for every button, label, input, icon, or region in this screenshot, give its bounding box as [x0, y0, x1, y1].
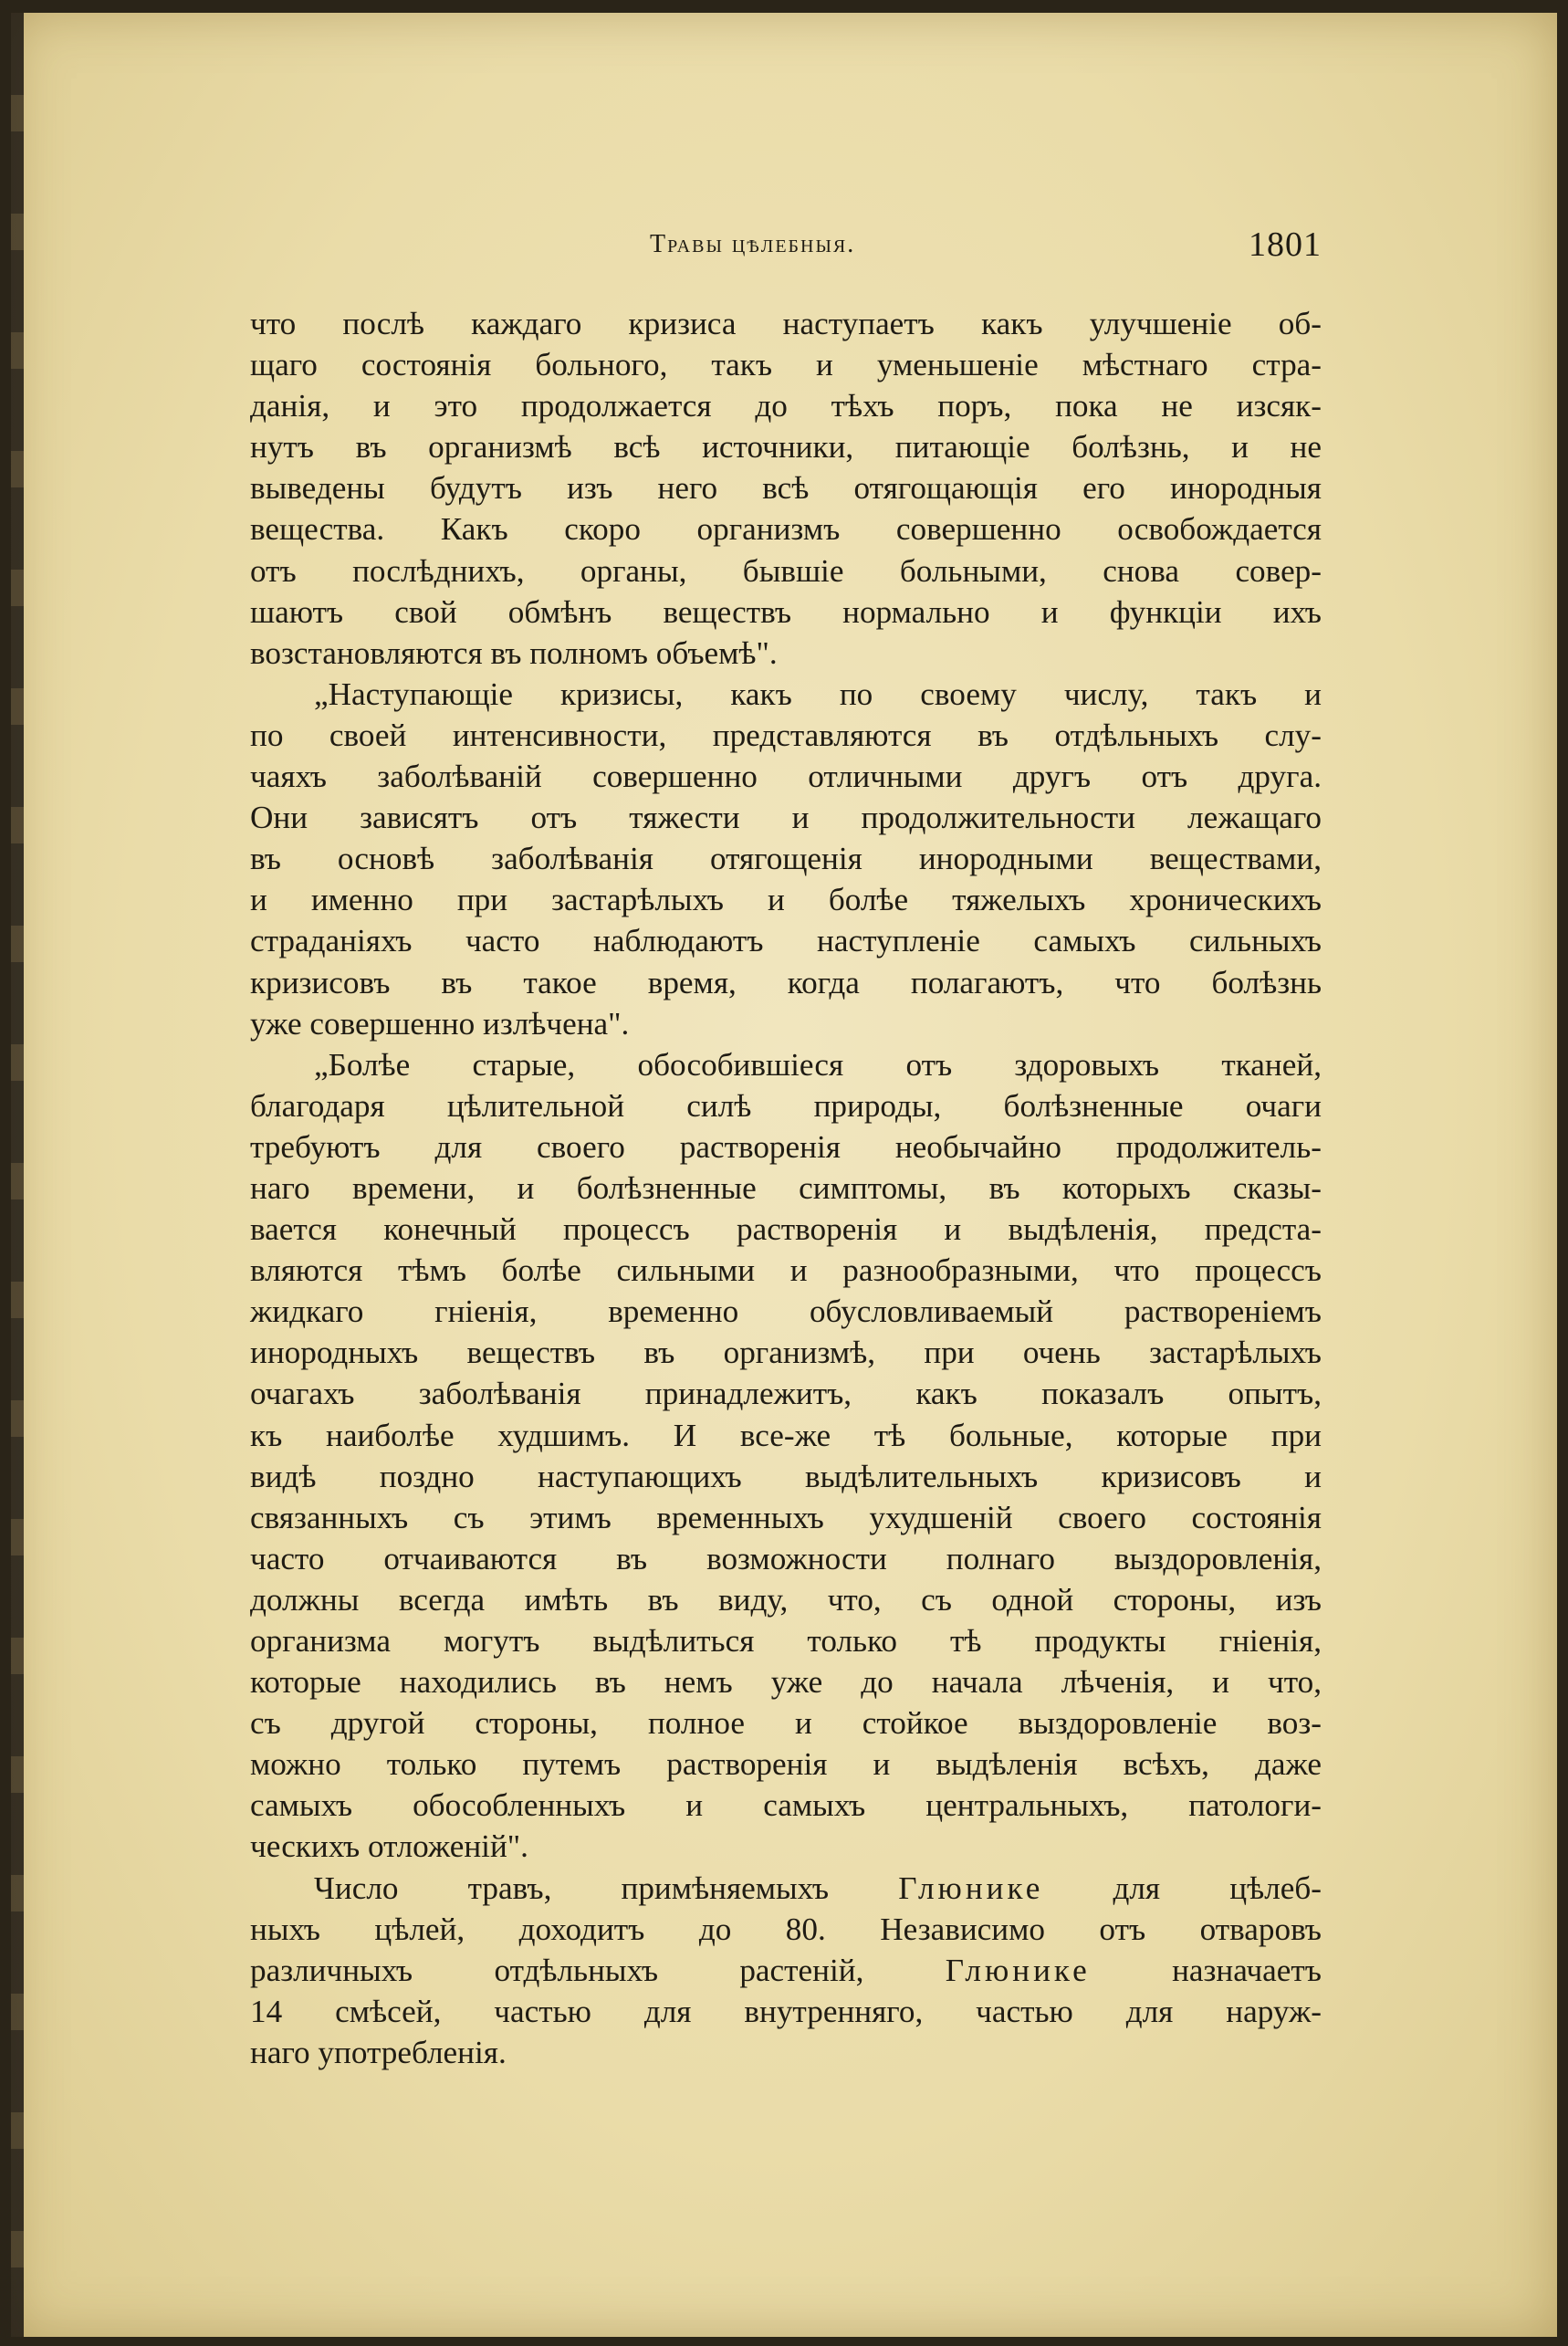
text-line: что послѣ каждаго кризиса наступаетъ какъ улучшеніе об- — [250, 306, 1322, 341]
running-title: Травы цѣлебныя. — [650, 230, 856, 258]
text-line: Они зависятъ отъ тяжести и продолжительности лежащаго — [250, 800, 1322, 836]
text-line: возстановляются въ полномъ объемѣ". — [250, 634, 778, 671]
author-name: Глюнике — [898, 1869, 1044, 1906]
paragraph-4 — [250, 1868, 1322, 2073]
text-line: можно только путемъ растворенія и выдѣленія всѣхъ, даже — [250, 1746, 1322, 1783]
text-line: требуютъ для своего растворенія необычайно продолжитель- — [250, 1128, 1322, 1165]
text-line: вляются тѣмъ болѣе сильными и разнообразными, что процессъ — [250, 1252, 1322, 1289]
text-line: по своей интенсивности, представляются въ отдѣльныхъ слу- — [250, 717, 1322, 753]
text-line: въ основѣ заболѣванія отягощенія инородными веществами, — [250, 841, 1322, 877]
text-line: должны всегда имѣть въ виду, что, съ одной стороны, изъ — [250, 1581, 1322, 1618]
paragraph-3 — [250, 1044, 1322, 1868]
text-line: щаго состоянія больного, такъ и уменьшеніе мѣстнаго стра- — [250, 347, 1322, 383]
text-line: вается конечный процессъ растворенія и выдѣленія, предста- — [250, 1211, 1322, 1248]
text-run: Число травъ, примѣняемыхъ — [314, 1869, 899, 1906]
text-line: и именно при застарѣлыхъ и болѣе тяжелыхъ хроническихъ — [250, 882, 1322, 918]
paragraph-1 — [250, 303, 1322, 674]
text-line: „Болѣе старые, обособившіеся отъ здоровыхъ тканей, — [314, 1046, 1322, 1083]
text-line: данія, и это продолжается до тѣхъ поръ, пока не изсяк- — [250, 388, 1322, 424]
text-line: уже совершенно излѣчена". — [250, 1005, 630, 1042]
text-line: шаютъ свой обмѣнъ веществъ нормально и функціи ихъ — [250, 593, 1322, 630]
text-line: которые находились въ немъ уже до начала лѣченія, и что, — [250, 1664, 1322, 1701]
text-line: связанныхъ съ этимъ временныхъ ухудшеній своего состоянія — [250, 1499, 1322, 1535]
text-line: отъ послѣднихъ, органы, бывшіе больными, снова совер- — [250, 552, 1322, 589]
text-line: выведены будутъ изъ него всѣ отягощающія его инородныя — [250, 470, 1322, 507]
text-line: благодаря цѣлительной силѣ природы, болѣзненные очаги — [250, 1087, 1322, 1124]
text-line: къ наиболѣе худшимъ. И все-же тѣ больные, которые при — [250, 1417, 1322, 1453]
text-line — [250, 1950, 1322, 1991]
text-line: 14 смѣсей, частью для внутренняго, частью для наруж- — [250, 1993, 1322, 2029]
text-run: для цѣлеб- — [1043, 1869, 1322, 1906]
text-line: самыхъ обособленныхъ и самыхъ центральныхъ, патологи- — [250, 1787, 1322, 1824]
text-line: страданіяхъ часто наблюдаютъ наступленіе самыхъ сильныхъ — [250, 923, 1322, 959]
text-line: организма могутъ выдѣлиться только тѣ продукты гніенія, — [250, 1623, 1322, 1659]
text-line: часто отчаиваются въ возможности полнаго выздоровленія, — [250, 1540, 1322, 1576]
text-line: нутъ въ организмѣ всѣ источники, питающіе болѣзнь, и не — [250, 429, 1322, 466]
text-line: чаяхъ заболѣваній совершенно отличными другъ отъ друга. — [250, 759, 1322, 795]
text-line: наго употребленія. — [250, 2034, 507, 2070]
page-binding-edge — [11, 13, 24, 2337]
page-header — [248, 225, 1322, 267]
text-line: вещества. Какъ скоро организмъ совершенно освобождается — [250, 511, 1322, 548]
page-text — [250, 303, 1322, 2073]
text-line: наго времени, и болѣзненные симптомы, въ которыхъ сказы- — [250, 1169, 1322, 1206]
text-line: инородныхъ веществъ въ организмѣ, при очень застарѣлыхъ — [250, 1335, 1322, 1371]
text-line: „Наступающіе кризисы, какъ по своему числу, такъ и — [314, 676, 1322, 712]
page-number: 1801 — [1249, 225, 1322, 264]
text-line: съ другой стороны, полное и стойкое выздоровленіе воз- — [250, 1705, 1322, 1742]
author-name: Глюнике — [945, 1952, 1091, 1988]
text-line: видѣ поздно наступающихъ выдѣлительныхъ кризисовъ и — [250, 1458, 1322, 1494]
text-line: ныхъ цѣлей, доходитъ до 80. Независимо отъ отваровъ — [250, 1911, 1322, 1947]
text-run: различныхъ отдѣльныхъ растеній, — [250, 1952, 946, 1988]
text-line: жидкаго гніенія, временно обусловливаемый раствореніемъ — [250, 1293, 1322, 1330]
text-line: кризисовъ въ такое время, когда полагаютъ, что болѣзнь — [250, 964, 1322, 1000]
text-line: ческихъ отложеній". — [250, 1828, 528, 1865]
text-line: очагахъ заболѣванія принадлежитъ, какъ показалъ опытъ, — [250, 1376, 1322, 1412]
paragraph-2 — [250, 674, 1322, 1044]
book-page — [11, 13, 1557, 2337]
text-line — [250, 1868, 1322, 1909]
text-run: назначаетъ — [1090, 1952, 1322, 1988]
